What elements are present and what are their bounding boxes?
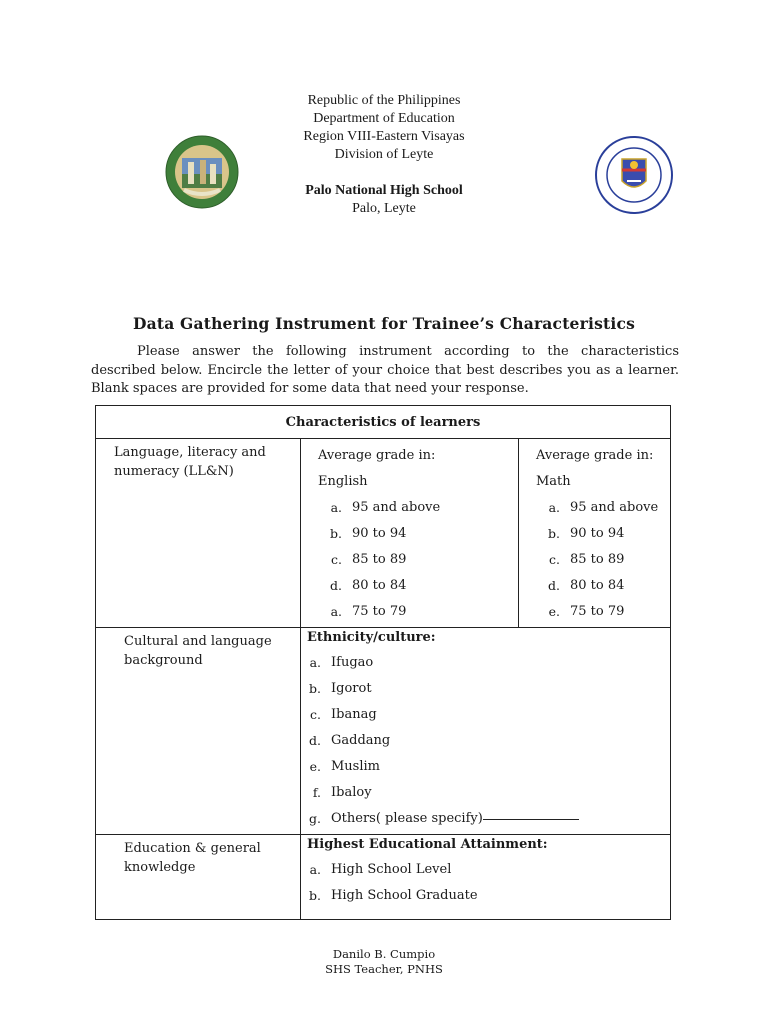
ethnicity-option[interactable] (307, 702, 664, 728)
option-text: High School Level (331, 862, 452, 877)
math-option[interactable] (536, 547, 660, 573)
option-letter: b. (309, 888, 321, 903)
footer-signature (0, 947, 768, 977)
author-position: SHS Teacher, PNHS (325, 962, 443, 976)
characteristics-table (95, 405, 671, 920)
option-letter: a. (330, 500, 342, 515)
option-text: Ibaloy (331, 785, 372, 800)
math-option[interactable] (536, 521, 660, 547)
row-label-culture: Cultural and language background (96, 628, 301, 835)
option-text: 95 and above (570, 500, 659, 515)
option-letter: d. (309, 733, 321, 748)
math-option[interactable] (536, 495, 660, 521)
english-option[interactable] (318, 573, 508, 599)
option-text: 85 to 89 (352, 552, 407, 567)
instructions-text: Please answer the following instrument according to the characteristics described below. Encircle the letter of your choice that best describes you as a learner. Blank spaces are provided for some data that need your response. (91, 344, 679, 396)
letterhead (0, 92, 768, 218)
option-text: Muslim (331, 759, 380, 774)
option-text: 75 to 79 (352, 604, 407, 619)
school-location: Palo, Leyte (352, 201, 416, 216)
ethnicity-cell (301, 628, 671, 835)
education-option[interactable] (307, 857, 664, 883)
math-grade-cell (519, 439, 671, 628)
letterhead-line: Department of Education (313, 111, 455, 126)
english-subject: English (318, 474, 368, 489)
math-subject: Math (536, 474, 571, 489)
math-heading: Average grade in: (536, 448, 654, 463)
english-heading: Average grade in: (318, 448, 436, 463)
option-letter: e. (548, 604, 560, 619)
education-option[interactable] (307, 883, 664, 909)
letterhead-line: Republic of the Philippines (307, 93, 461, 108)
option-text: 75 to 79 (570, 604, 625, 619)
option-letter: g. (309, 811, 321, 826)
option-letter: b. (330, 526, 342, 541)
math-option[interactable] (536, 573, 660, 599)
option-letter: c. (310, 707, 321, 722)
option-letter: a. (309, 862, 321, 877)
option-text: Ifugao (331, 655, 374, 670)
option-letter: d. (548, 578, 560, 593)
document-title: Data Gathering Instrument for Trainee’s Characteristics (132, 314, 636, 333)
instructions-paragraph (91, 343, 679, 399)
ethnicity-option-others[interactable] (307, 806, 664, 832)
option-letter: a. (309, 655, 321, 670)
option-text: Gaddang (331, 733, 391, 748)
english-grade-cell (301, 439, 519, 628)
school-name: Palo National High School (305, 183, 463, 198)
math-option[interactable] (536, 599, 660, 625)
letterhead-line: Division of Leyte (334, 147, 434, 162)
ethnicity-option[interactable] (307, 780, 664, 806)
row-label-lln: Language, literacy and numeracy (LL&N) (96, 439, 301, 628)
option-text: Igorot (331, 681, 372, 696)
option-letter: e. (309, 759, 321, 774)
option-text: 85 to 89 (570, 552, 625, 567)
ethnicity-option[interactable] (307, 676, 664, 702)
english-option[interactable] (318, 495, 508, 521)
option-text: Ibanag (331, 707, 377, 722)
ethnicity-heading: Ethnicity/culture: (307, 630, 436, 645)
ethnicity-option[interactable] (307, 728, 664, 754)
option-letter: a. (548, 500, 560, 515)
english-option[interactable] (318, 547, 508, 573)
option-text: 80 to 84 (352, 578, 407, 593)
option-letter: c. (331, 552, 342, 567)
table-header: Characteristics of learners (96, 406, 671, 439)
author-name: Danilo B. Cumpio (332, 947, 436, 961)
english-option[interactable] (318, 599, 508, 625)
option-text: Others( please specify) (331, 811, 483, 826)
english-option[interactable] (318, 521, 508, 547)
option-letter: b. (309, 681, 321, 696)
option-letter: a. (330, 604, 342, 619)
row-label-education: Education & general knowledge (96, 835, 301, 920)
education-heading: Highest Educational Attainment: (307, 837, 548, 852)
ethnicity-option[interactable] (307, 754, 664, 780)
option-letter: f. (312, 785, 321, 800)
option-letter: d. (330, 578, 342, 593)
others-blank-line[interactable] (483, 806, 579, 820)
option-text: 80 to 84 (570, 578, 625, 593)
option-text: 90 to 94 (570, 526, 625, 541)
option-letter: c. (549, 552, 560, 567)
education-cell (301, 835, 671, 920)
option-text: 90 to 94 (352, 526, 407, 541)
ethnicity-option[interactable] (307, 650, 664, 676)
option-letter: b. (548, 526, 560, 541)
option-text: 95 and above (352, 500, 441, 515)
letterhead-line: Region VIII-Eastern Visayas (303, 129, 465, 144)
option-text: High School Graduate (331, 888, 478, 903)
